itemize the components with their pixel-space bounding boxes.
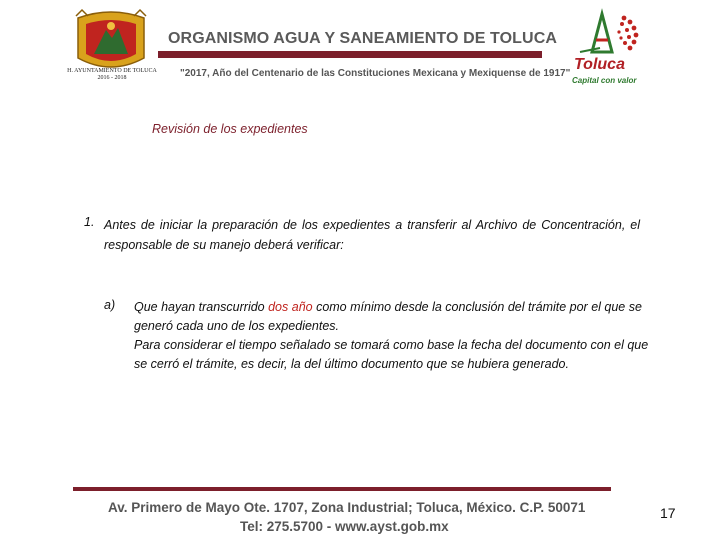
footer-address: Av. Primero de Mayo Ote. 1707, Zona Industrial; Toluca, México. C.P. 50071 — [108, 500, 586, 515]
section-heading: Revisión de los expedientes — [152, 122, 308, 136]
sub-item-text-end: como mínimo desde la conclusión del trámite por el que se generó cada uno de los expedientes. — [134, 300, 642, 333]
sub-item-text-start: Que hayan transcurrido — [134, 300, 269, 314]
sub-item-label: a) — [104, 298, 116, 312]
toluca-wordmark: Toluca — [574, 56, 625, 73]
toluca-tagline: Capital con valor — [572, 76, 637, 85]
header-divider — [158, 51, 542, 58]
highlighted-duration: dos año — [268, 300, 313, 314]
footer-divider — [73, 487, 611, 491]
header-quote: "2017, Año del Centenario de las Constituciones Mexicana y Mexiquense de 1917" — [180, 68, 571, 79]
organization-title: ORGANISMO AGUA Y SANEAMIENTO DE TOLUCA — [168, 30, 558, 47]
list-item-number: 1. — [84, 215, 95, 229]
footer-contact: Tel: 275.5700 - www.ayst.gob.mx — [240, 519, 449, 534]
page-number: 17 — [660, 505, 676, 521]
list-item-text: Antes de iniciar la preparación de los expedientes a transferir al Archivo de Concentración, el responsable de su manejo deberá verificar: — [104, 218, 640, 252]
seal-caption: H. AYUNTAMIENTO DE TOLUCA 2016 - 2018 — [67, 68, 157, 81]
sub-item-text — [134, 298, 662, 374]
sub-item-second-paragraph: Para considerar el tiempo señalado se tomará como base la fecha del documento con el que se cerró el trámite, es decir, la del último documento que se hubiera generado. — [134, 338, 649, 371]
